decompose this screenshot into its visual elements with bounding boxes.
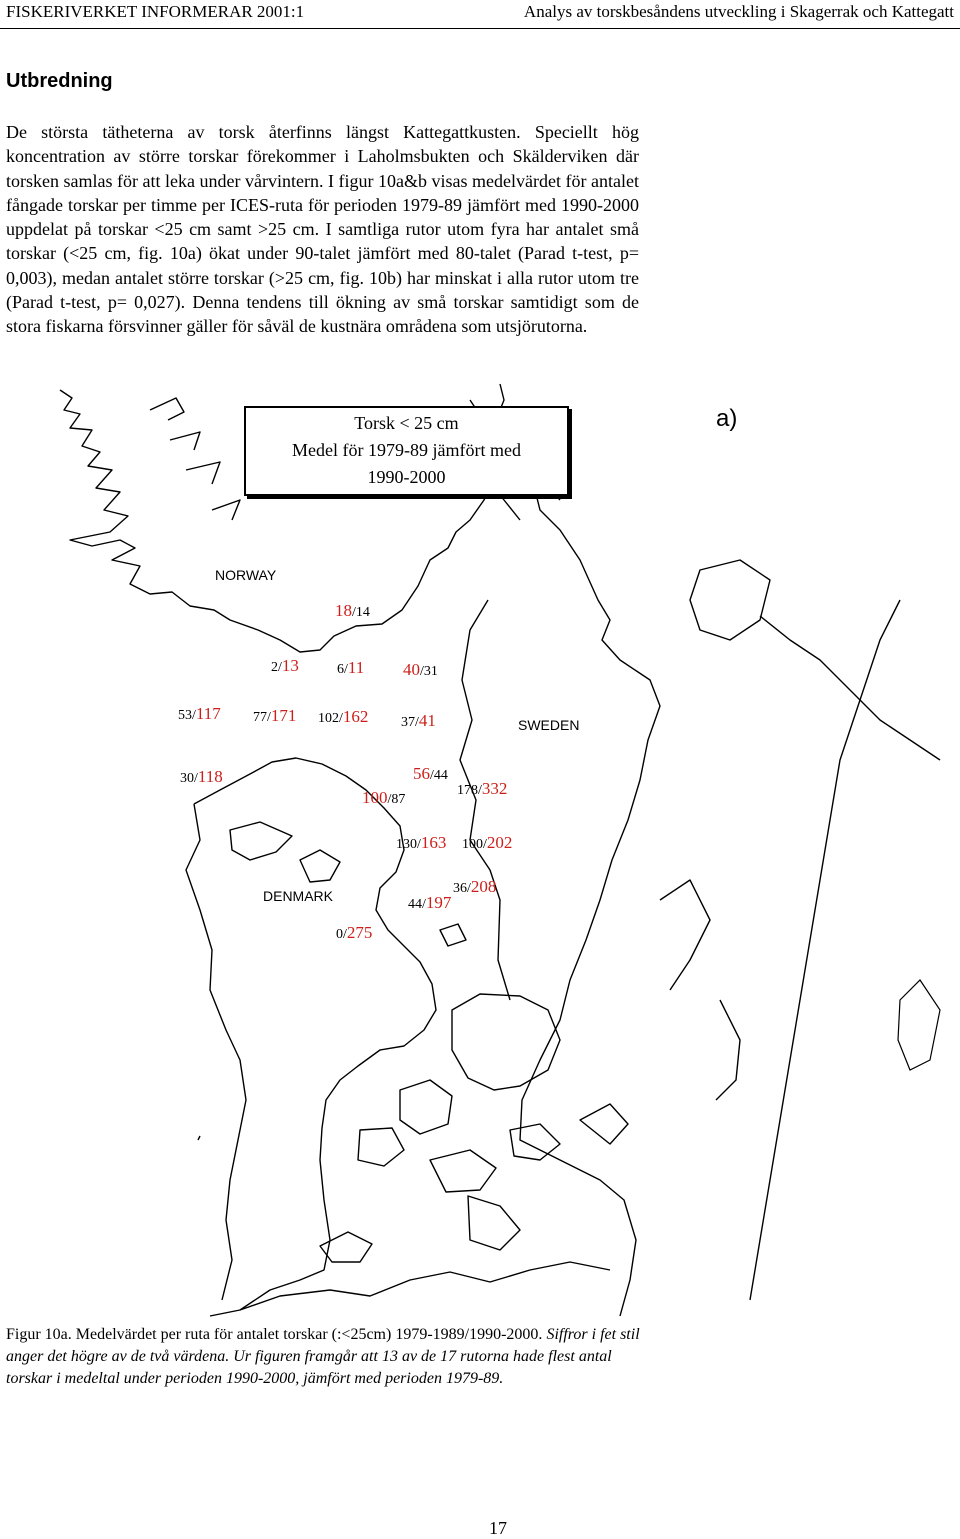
figure-title-line3: 1990-2000 (367, 467, 446, 487)
header-series: FISKERIVERKET INFORMERAR 2001:1 (6, 2, 305, 21)
body-paragraph: De största tätheterna av torsk återfinns längst Kattegattkusten. Speciellt hög koncentration av större torskar förekommer i Laholmsbukten och Skälderviken där torsken samlas för att leka under vårvintern. I figur 10a&b visas medelvärdet för antalet fångade torskar per timme per ICES-ruta för perioden 1979-89 jämfört med 1990-2000 uppdelat på torskar <25 cm samt >25 cm. I samtliga rutor utom fyra har antalet små torskar (<25 cm, fig. 10a) ökat under 90-talet jämfört med 80-talet (Parad t-test, p= 0,003), medan antalet större torskar (>25 cm, fig. 10b) har minskat i alla rutor utom tre (Parad t-test, p= 0,027). Denna tendens till ökning av små torskar samtidigt som de stora fiskarna försvinner gäller för såväl de kustnära områdena som utsjörutorna. (6, 122, 639, 337)
cell-value: 36/208 (453, 877, 497, 896)
cell-value: 37/41 (401, 711, 436, 730)
lake (690, 560, 770, 640)
caption-lead: Figur 10a. Medelvärdet per ruta för antalet torskar (:<25cm) 1979-1989/1990-2000. (6, 1326, 543, 1343)
south-coast (240, 1262, 610, 1310)
header-rule (0, 28, 960, 29)
cell-value: 77/171 (253, 706, 297, 725)
page-number: 17 (489, 1518, 507, 1538)
cell-value: 6/11 (337, 658, 365, 677)
figure-title-line2: Medel för 1979-89 jämfört med (292, 440, 521, 460)
figure-title-box (244, 406, 569, 496)
cell-value: 102/162 (318, 707, 369, 726)
header-title: Analys av torskbesåndens utveckling i Skagerrak och Kattegatt (523, 2, 954, 21)
label-sweden: SWEDEN (518, 717, 580, 733)
figure-title-line1: Torsk < 25 cm (354, 413, 459, 433)
sweden-coast (515, 420, 660, 1316)
cell-value: 178/332 (457, 779, 508, 798)
fjord-lines (150, 398, 240, 520)
cell-value: 56/44 (413, 764, 448, 783)
label-denmark: DENMARK (263, 888, 334, 904)
figure-map (0, 380, 960, 1320)
cell-value: 44/197 (408, 893, 452, 912)
figure-caption (6, 1324, 646, 1390)
cell-value: 18/14 (335, 601, 370, 620)
cell-value: 30/118 (180, 767, 223, 786)
cell-value: 100/202 (462, 833, 513, 852)
cell-value: 2/13 (271, 656, 299, 675)
page-header (0, 0, 960, 30)
cell-value: 100/87 (362, 788, 406, 807)
label-norway: NORWAY (215, 567, 277, 583)
caption-rest: Siffror i fet stil anger det högre av de två värdena. Ur figuren framgår att 13 av de 17 rutorna hade flest antal torskar i medeltal under perioden 1990-2000, jämfört med perioden 1979-89. (6, 1326, 640, 1387)
zealand (452, 994, 560, 1090)
section-heading: Utbredning (6, 70, 113, 92)
panel-label: a) (716, 405, 738, 432)
cell-value: 130/163 (396, 833, 447, 852)
cell-value: 53/117 (178, 704, 221, 723)
cell-value: 0/275 (336, 923, 373, 942)
cell-value: 40/31 (403, 660, 438, 679)
